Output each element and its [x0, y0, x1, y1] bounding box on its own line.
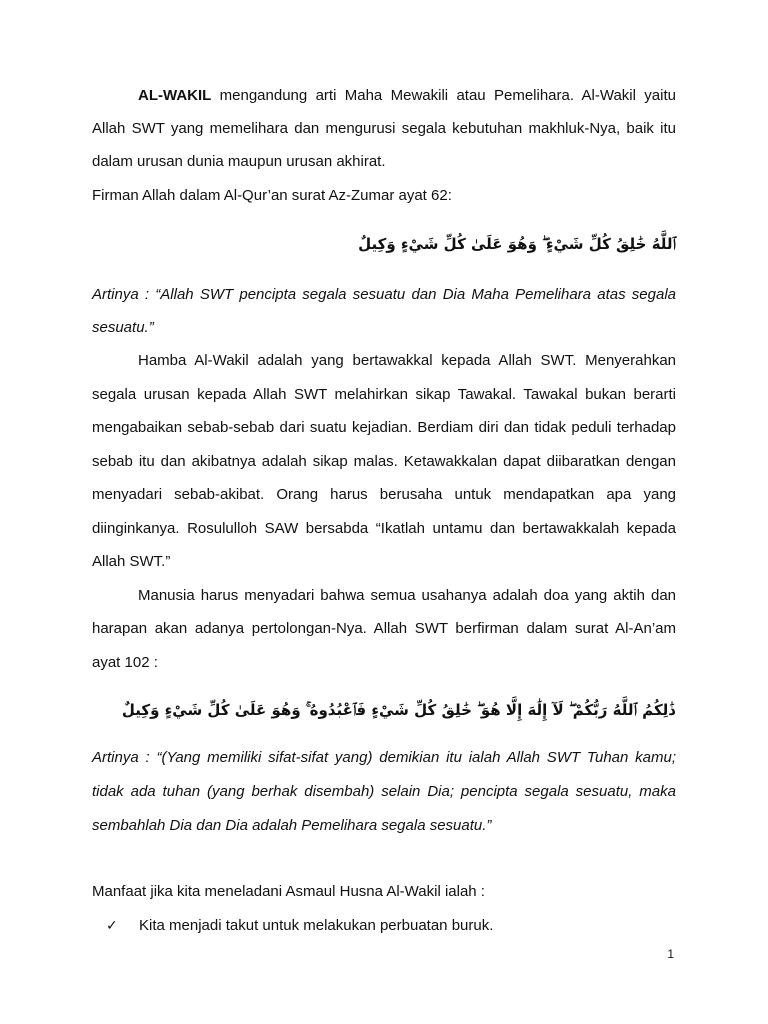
- paragraph-3-line-3: ayat 102 :: [92, 654, 158, 671]
- paragraph-1-line-2: Allah SWT yang memelihara dan mengurusi segala kebutuhan makhluk-Nya, baik itu: [92, 120, 676, 137]
- arabic-verse-al-anam-102: ذَٰلِكُمُ ٱللَّهُ رَبُّكُمْ ۖ لَآ إِلَٰهَ إِلَّا هُوَ ۖ خَٰلِقُ كُلِّ شَيْءٍ فَٱعْبُدُوهُ ۚ وَهُوَ عَلَىٰ كُلِّ شَيْءٍ وَكِيلٌ: [121, 701, 676, 719]
- arabic-verse-az-zumar-62: ٱللَّهُ خَٰلِقُ كُلِّ شَيْءٍ ۖ وَهُوَ عَلَىٰ كُلِّ شَيْءٍ وَكِيلٌ: [358, 235, 676, 253]
- paragraph-2-line-1: Hamba Al-Wakil adalah yang bertawakkal kepada Allah SWT. Menyerahkan: [138, 352, 676, 369]
- paragraph-2-line-6: diinginkanya. Rosululloh SAW bersabda “Ikatlah untamu dan bertawakkalah kepada: [92, 520, 676, 537]
- translation-2-line-3: sembahlah Dia dan Dia adalah Pemelihara segala sesuatu.”: [92, 817, 492, 834]
- paragraph-1-line-1-rest: mengandung arti Maha Mewakili atau Pemelihara. Al-Wakil yaitu: [211, 87, 676, 104]
- paragraph-2-line-3: mengabaikan sebab-sebab dari suatu kejadian. Berdiam diri dan tidak peduli terhadap: [92, 419, 676, 436]
- translation-1-line-2: sesuatu.”: [92, 319, 154, 336]
- benefit-item: Kita menjadi takut untuk melakukan perbuatan buruk.: [139, 917, 494, 934]
- paragraph-3-line-1: Manusia harus menyadari bahwa semua usahanya adalah doa yang aktih dan: [138, 587, 676, 604]
- paragraph-1-line-1: [92, 85, 676, 107]
- paragraph-2-line-4: sebab itu dan akibatnya adalah sikap malas. Ketawakkalan dapat diibaratkan dengan: [92, 453, 676, 470]
- paragraph-1-line-3: dalam urusan dunia maupun urusan akhirat.: [92, 153, 386, 170]
- paragraph-2-line-5: menyadari sebab-akibat. Orang harus berusaha untuk mendapatkan apa yang: [92, 486, 676, 503]
- translation-1-line-1: Artinya : “Allah SWT pencipta segala sesuatu dan Dia Maha Pemelihara atas segala: [92, 286, 676, 303]
- translation-2-line-2: tidak ada tuhan (yang berhak disembah) selain Dia; pencipta segala sesuatu, maka: [92, 783, 676, 800]
- benefits-heading: Manfaat jika kita meneladani Asmaul Husna Al-Wakil ialah :: [92, 883, 485, 900]
- paragraph-2-line-7: Allah SWT.”: [92, 553, 171, 570]
- al-wakil-term: AL-WAKIL: [138, 87, 212, 104]
- page-number: 1: [667, 947, 674, 961]
- document-page: [92, 0, 676, 1024]
- checkmark-icon: ✓: [106, 918, 118, 934]
- paragraph-3-line-2: harapan akan adanya pertolongan-Nya. Allah SWT berfirman dalam surat Al-An’am: [92, 620, 676, 637]
- paragraph-1-line-4: Firman Allah dalam Al-Qur’an surat Az-Zumar ayat 62:: [92, 187, 452, 204]
- paragraph-2-line-2: segala urusan kepada Allah SWT melahirkan sikap Tawakal. Tawakal bukan berarti: [92, 386, 676, 403]
- translation-2-line-1: Artinya : “(Yang memiliki sifat-sifat yang) demikian itu ialah Allah SWT Tuhan kamu;: [92, 749, 676, 766]
